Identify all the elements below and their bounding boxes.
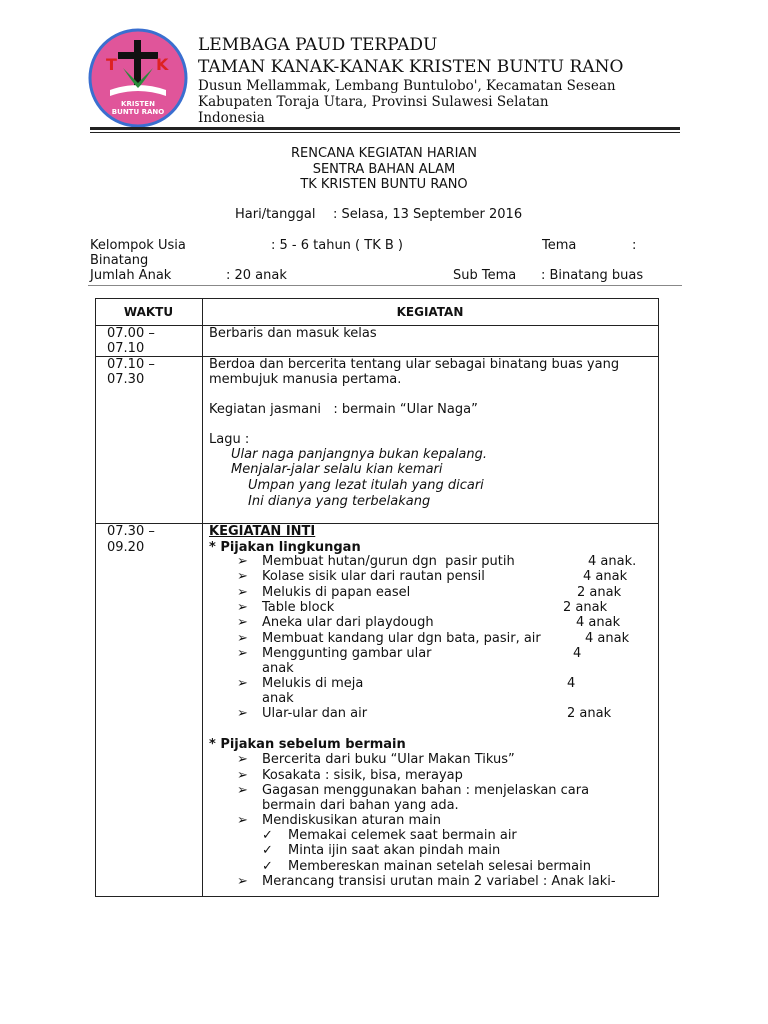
list-item-count: 4 anak (576, 615, 621, 631)
list-item-activity: Kolase sisik ular dari rautan pensil (262, 569, 485, 585)
tema-value: Binatang (90, 253, 149, 268)
list-item: Merancang transisi urutan main 2 variabel : Anak laki- (262, 874, 616, 889)
arrow-bullet-icon: ➢ (237, 874, 248, 889)
checklist-item: Membereskan mainan setelah selesai bermain (288, 859, 591, 874)
letterhead-line1: LEMBAGA PAUD TERPADU (198, 35, 438, 55)
song-line: Menjalar-jalar selalu kian kemari (231, 462, 443, 477)
song-line: Ular naga panjangnya bukan kepalang. (231, 447, 487, 462)
list-item-activity: Aneka ular dari playdough (262, 615, 434, 631)
arrow-bullet-icon: ➢ (237, 813, 248, 828)
list-item-count: 2 anak (563, 599, 608, 615)
arrow-bullet-icon: ➢ (237, 706, 248, 722)
row2-time-end: 07.30 (107, 372, 145, 387)
letterhead-address2: Kabupaten Toraja Utara, Provinsi Sulawesi Selatan (198, 94, 549, 110)
subtema-value: : Binatang buas (541, 268, 644, 283)
pijakan-sebelum-heading: * Pijakan sebelum bermain (209, 737, 406, 752)
letterhead-line2: TAMAN KANAK-KANAK KRISTEN BUNTU RANO (198, 57, 624, 77)
list-item-count: 4 anak (583, 569, 628, 585)
row2-time-start: 07.10 – (107, 357, 155, 372)
row2-jasmani: Kegiatan jasmani : bermain “Ular Naga” (209, 402, 478, 417)
list-item-activity: Membuat kandang ular dgn bata, pasir, air (262, 630, 541, 646)
list-item-count: 4 anak. (588, 554, 637, 569)
row3-time-end: 09.20 (107, 540, 145, 555)
list-item-count: 4 anak (585, 630, 630, 646)
header-kegiatan: KEGIATAN (396, 305, 464, 319)
arrow-bullet-icon: ➢ (237, 554, 248, 569)
list-item-activity: Melukis di papan easel (262, 584, 411, 600)
row2-activity-cont: membujuk manusia pertama. (209, 372, 402, 387)
list-item-activity: Menggunting gambar ular (262, 645, 432, 661)
check-icon: ✓ (262, 828, 273, 843)
letterhead-address1: Dusun Mellammak, Lembang Buntulobo', Kecamatan Sesean (198, 78, 616, 94)
svg-text:T: T (106, 55, 117, 74)
list-item-activity: Membuat hutan/gurun dgn pasir putih (262, 554, 515, 569)
arrow-bullet-icon: ➢ (237, 615, 248, 631)
arrow-bullet-icon: ➢ (237, 645, 248, 661)
row2-activity: Berdoa dan bercerita tentang ular sebagai binatang buas yang (209, 357, 620, 372)
list-item: Bercerita dari buku “Ular Makan Tikus” (262, 752, 515, 767)
song-line: Umpan yang lezat itulah yang dicari (248, 478, 484, 493)
doc-title: RENCANA KEGIATAN HARIAN (290, 146, 478, 161)
svg-text:K: K (156, 55, 169, 74)
tema-label: Tema (542, 238, 577, 253)
info-rule (88, 285, 682, 286)
song-line: Ini dianya yang terbelakang (248, 494, 431, 509)
arrow-bullet-icon: ➢ (237, 584, 248, 600)
list-item: Gagasan menggunakan bahan : menjelaskan cara (262, 783, 590, 798)
jumlah-label: Jumlah Anak (90, 268, 172, 283)
list-item-cont: bermain dari bahan yang ada. (262, 798, 459, 813)
check-icon: ✓ (262, 843, 273, 858)
list-item-count: 4 (573, 645, 582, 661)
row1-time-end: 07.10 (107, 341, 145, 356)
doc-school: TK KRISTEN BUNTU RANO (300, 177, 468, 192)
list-item-activity: Table block (262, 599, 335, 615)
arrow-bullet-icon: ➢ (237, 752, 248, 767)
list-item-count: 4 (567, 676, 576, 692)
row2-lagu: Lagu : (209, 432, 250, 447)
jumlah-value: : 20 anak (226, 268, 287, 283)
arrow-bullet-icon: ➢ (237, 676, 248, 692)
header-waktu: WAKTU (123, 305, 174, 319)
tema-colon: : (632, 238, 637, 253)
list-item-activity: Melukis di meja (262, 676, 364, 692)
svg-text:BUNTU RANO: BUNTU RANO (111, 108, 165, 116)
doc-subtitle: SENTRA BAHAN ALAM (312, 162, 456, 177)
subtema-label: Sub Tema (453, 268, 517, 283)
list-item-count-cont: anak (262, 691, 294, 707)
letterhead-address3: Indonesia (198, 110, 265, 126)
kelompok-label: Kelompok Usia (90, 238, 186, 253)
list-item-count-cont: anak (262, 660, 294, 676)
arrow-bullet-icon: ➢ (237, 569, 248, 585)
list-item-activity: Ular-ular dan air (262, 706, 368, 722)
letterhead-rule (90, 127, 680, 130)
list-item: Kosakata : sisik, bisa, merayap (262, 768, 463, 783)
hari-label: Hari/tanggal (235, 207, 316, 222)
arrow-bullet-icon: ➢ (237, 599, 248, 615)
checklist-item: Memakai celemek saat bermain air (288, 828, 517, 843)
pijakan-lingkungan-heading: * Pijakan lingkungan (209, 540, 361, 555)
checklist-item: Minta ijin saat akan pindah main (288, 843, 501, 858)
hari-value: : Selasa, 13 September 2016 (333, 207, 523, 222)
row3-time-start: 07.30 – (107, 524, 155, 539)
letterhead-rule-thin (90, 132, 680, 133)
svg-text:KRISTEN: KRISTEN (121, 100, 155, 108)
row1-activity: Berbaris dan masuk kelas (209, 326, 377, 341)
list-item-count: 2 anak (567, 706, 612, 722)
list-item-count: 2 anak (577, 584, 622, 600)
list-item: Mendiskusikan aturan main (262, 813, 441, 828)
arrow-bullet-icon: ➢ (237, 630, 248, 646)
row1-time-start: 07.00 – (107, 326, 155, 341)
kelompok-value: : 5 - 6 tahun ( TK B ) (271, 238, 403, 253)
check-icon: ✓ (262, 859, 273, 874)
kegiatan-inti-heading: KEGIATAN INTI (209, 524, 316, 539)
arrow-bullet-icon: ➢ (237, 768, 248, 783)
arrow-bullet-icon: ➢ (237, 783, 248, 798)
school-logo (88, 28, 188, 128)
